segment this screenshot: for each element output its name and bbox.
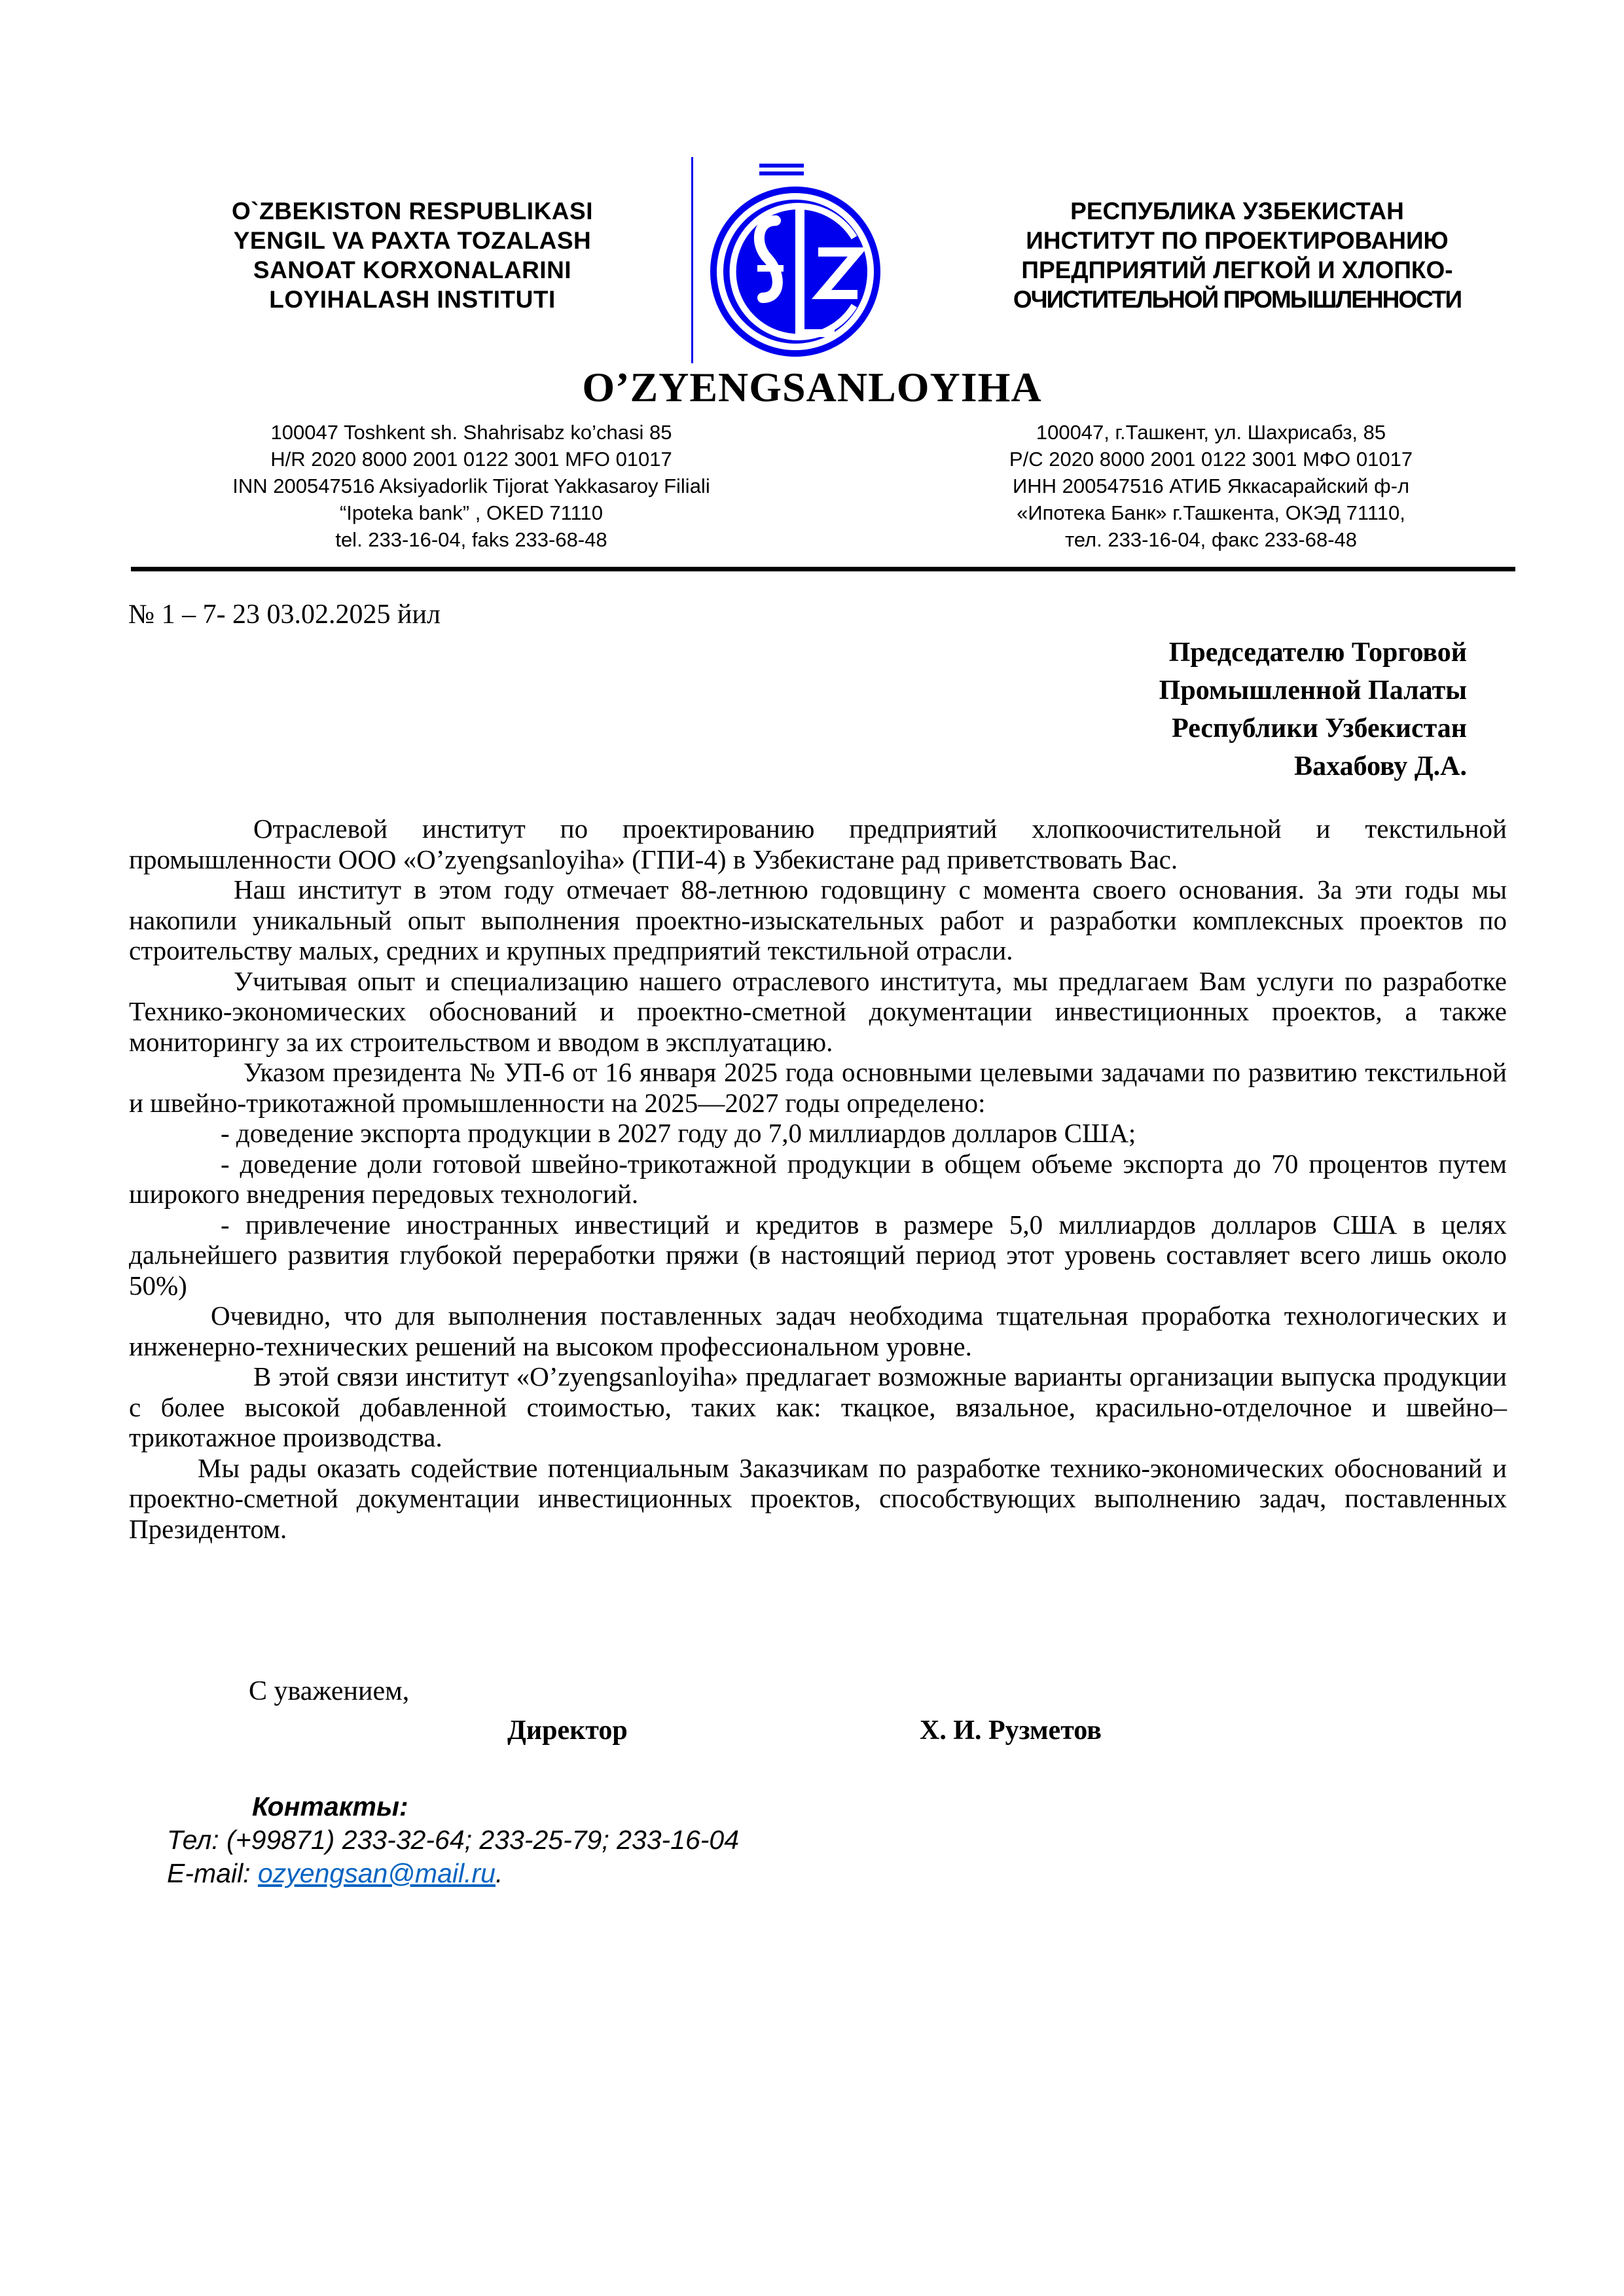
closing-salutation: С уважением, [249,1676,410,1706]
address-line: INN 200547516 Aksiyadorlik Tijorat Yakkasaroy Filiali [232,475,710,497]
bullet-item: - привлечение иностранных инвестиций и кредитов в размере 5,0 миллиардов долларов США в целях дальнейшего развития глубокой переработки пряжи (в настоящий период этот уровень составляет всего лишь около 50%) [129,1209,1507,1300]
phone-label: Тел: [167,1825,219,1855]
addressee-line: Вахабову Д.А. [1294,751,1467,781]
letterhead-right-line: РЕСПУБЛИКА УЗБЕКИСТАН [1070,198,1404,224]
body-paragraph: Мы рады оказать содействие потенциальным Заказчикам по разработке технико-экономических обоснований и проектно-сметной документации инвестиционных проектов, способствующих выполнению задач, поставленных Президентом. [129,1452,1507,1544]
address-line: 100047 Toshkent sh. Shahrisabz ko’chasi 85 [270,421,672,444]
contacts-heading: Контакты: [252,1791,408,1821]
body-paragraph: Очевидно, что для выполнения поставленных задач необходима тщательная проработка технологических и инженерно-технических решений на высоком профессиональном уровне. [129,1300,1507,1361]
address-line: тел. 233-16-04, факс 233-68-48 [1064,528,1358,551]
letterhead-uzbek-block [170,196,655,314]
address-line: 100047, г.Ташкент, ул. Шахрисабз, 85 [1036,421,1386,444]
body-paragraph: В этой связи институт «O’zyengsanloyiha» предлагает возможные варианты организации выпуска продукции с более высокой добавленной стоимостью, таких как: ткацкое, вязальное, красильно-отделочное и швейно–трикотажное производства. [129,1361,1507,1452]
letterhead-left-line: LOYIHALASH INSTITUTI [269,286,556,313]
body-paragraph: Учитывая опыт и специализацию нашего отраслевого института, мы предлагаем Вам услуги по разработке Технико-экономических обоснований и проектно-сметной документации инвестиционных проектов, а также мониторингу за их строительством и вводом в эксплуатацию. [129,965,1507,1057]
signatory-title: Директор [507,1715,628,1746]
letterhead-rule [131,567,1515,571]
address-line: ИНН 200547516 АТИБ Яккасарайский ф-л [1012,475,1410,497]
addressee-line: Промышленной Палаты [1159,675,1467,706]
email-trailing-period: . [495,1858,503,1888]
body-paragraph: Отраслевой институт по проектированию предприятий хлопкоочистительной и текстильной промышленности ООО «O’zyengsanloyiha» (ГПИ-4) в Узбекистане рад приветствовать Вас. [129,814,1507,874]
letter-body [129,814,1507,1544]
email-label: E-mail: [167,1858,251,1888]
bullet-item: - доведение экспорта продукции в 2027 году до 7,0 миллиардов долларов США; [221,1118,1136,1148]
body-paragraph: Наш институт в этом году отмечает 88-летнюю годовщину с момента своего основания. За эти годы мы накопили уникальный опыт выполнения проектно-изыскательных работ и разработки комплексных проектов по строительству малых, средних и крупных предприятий текстильной отрасли. [129,874,1507,965]
email-link[interactable]: ozyengsan@mail.ru [257,1858,496,1888]
signatory-name: Х. И. Рузметов [920,1715,1102,1746]
oszl-logo-icon [710,160,880,357]
body-paragraph: Указом президента № УП-6 от 16 января 2025 года основными целевыми задачами по развитию текстильной и швейно-трикотажной промышленности на 2025—2027 годы определено: [129,1057,1507,1118]
bullet-item: - доведение доли готовой швейно-трикотажной продукции в общем объеме экспорта до 70 процентов путем широкого внедрения передовых технологий. [129,1148,1507,1209]
organization-name: O’ZYENGSANLOYIHA [582,364,1042,410]
letterhead-right-line: ОЧИСТИТЕЛЬНОЙ ПРОМЫШЛЕННОСТИ [1013,286,1462,313]
address-block-latin [164,419,779,553]
addressee-line: Республики Узбекистан [1172,713,1467,744]
document-reference-number: № 1 – 7- 23 03.02.2025 йил [128,600,441,630]
address-block-cyrillic [916,419,1506,553]
address-line: Р/С 2020 8000 2001 0122 3001 МФО 01017 [1009,448,1413,471]
address-line: H/R 2020 8000 2001 0122 3001 MFO 01017 [270,448,672,471]
letterhead-russian-block [962,196,1512,314]
letterhead-left-line: O`ZBEKISTON RESPUBLIKASI [232,198,593,224]
addressee-line: Председателю Торговой [1168,637,1467,668]
address-line: «Ипотека Банк» г.Ташкента, ОКЭД 71110, [1017,501,1405,524]
phone-value: (+99871) 233-32-64; 233-25-79; 233-16-04 [226,1825,740,1855]
email-line [167,1857,739,1890]
address-line: “Ipoteka bank” , OKED 71110 [339,501,604,524]
addressee-block [1159,634,1467,785]
letterhead-left-line: SANOAT KORXONALARINI [253,257,572,283]
address-line: tel. 233-16-04, faks 233-68-48 [335,528,607,551]
letterhead-left-line: YENGIL VA PAXTA TOZALASH [233,227,592,254]
letterhead-divider [691,157,693,363]
letterhead-right-line: ПРЕДПРИЯТИЙ ЛЕГКОЙ И ХЛОПКО- [1021,257,1453,283]
contacts-block [167,1790,739,1890]
letterhead-right-line: ИНСТИТУТ ПО ПРОЕКТИРОВАНИЮ [1026,227,1449,254]
phone-line [167,1823,739,1857]
